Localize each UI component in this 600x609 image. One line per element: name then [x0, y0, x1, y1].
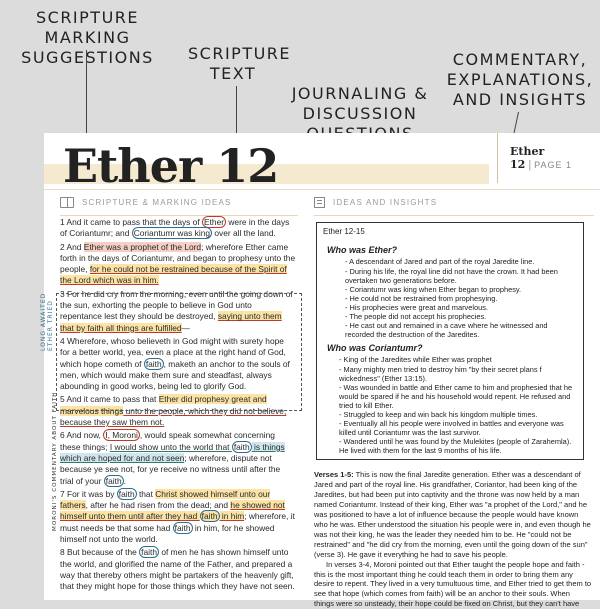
highlight: is things which are hoped for and not seen [60, 441, 285, 463]
study-page [40, 133, 600, 609]
list-item: - Many mighty men tried to destroy him "by their secret plans f wickedness" (Ether 13:15). [339, 364, 542, 383]
commentary-column [310, 217, 592, 609]
verse-6: 6 And now, I, Moroni , would speak somewhat concerning these things; I would show unto the world that faith is things which are hoped for and not seen; wherefore, dispute not because ye see not, for ye receive no witness until after the trial of your faith . [60, 430, 285, 486]
margin-note-ether [40, 291, 54, 351]
question-coriantumr: Who was Coriantumr? [327, 343, 423, 354]
list-item: - His prophecies were great and marvelous. [345, 302, 488, 312]
marked-word: faith [233, 441, 250, 452]
marked-word: Coriantumr was king [133, 228, 211, 239]
running-head [510, 145, 600, 171]
notes-icon [314, 197, 325, 208]
list-item: - Was wounded in battle and Ether came to him and prophesied that he would be spared if he and his household would repent. He refused and tried to kill Ether. [339, 382, 573, 410]
margin-note-moroni: MORONI'S COMMENTARY ABOUT FAITH [52, 391, 58, 531]
book-icon [60, 197, 74, 208]
verse-5: 5 And it came to pass that Ether did prophesy great and marvelous things unto the people, which they did not believe, because they saw them not. [60, 394, 287, 428]
callout-line: SCRIPTURE [188, 44, 292, 63]
verse-8: 8 But because of the faith of men he has shown himself unto the world, and glorified the name of the Father, and prepared a way that thereby others might be partakers of the heavenly gift, that they might hope for those things which they have not seen. [60, 547, 295, 592]
insight-box [316, 222, 584, 460]
callout-line: DISCUSSION [302, 104, 418, 123]
verse-3: 3 For he did cry from the morning, even until the going down of the sun, exhorting the people to believe in God unto repentance lest they should be destroyed, saying unto them that by faith all things are fulfilled— [60, 288, 293, 333]
list-item: - A descendant of Jared and part of the royal Jaredite line. [345, 257, 535, 267]
callout-line: JOURNALING & [291, 84, 429, 103]
scripture-section-header [60, 197, 232, 208]
list-item: - Struggled to keep and win back his kingdom multiple times. [339, 410, 538, 420]
margin-note-line: LONG AWAITED [40, 292, 47, 351]
highlight: he showed not himself unto them until after they had [60, 500, 285, 522]
callout-line: SUGGESTIONS [21, 48, 154, 67]
highlight: Ether did prophesy great and marvelous things [60, 394, 267, 416]
verse-2: 2 And Ether was a prophet of the Lord; wherefore Ether came forth in the days of Coriantumr, and began to prophesy unto the people, for he could not be restrained because of the Spirit of the Lord which was in him. [60, 241, 296, 286]
commentary-paragraph: In verses 3-4, Moroni pointed out that Ether taught the people hope and faith - this is the most important thing he could teach them in order to bring them any desire to repent. They lived in a very tumultuous time, and Ether tried to get them to see that hope (which comes from faith) will be an anchor to their souls. When things were so unsteady, their hope could be fixed on Christ, but they can't have [314, 559, 592, 609]
list-item: - He cast out and remained in a cave where he witnessed and recorded the destruction of the Jaredites. [345, 321, 548, 340]
header-divider [497, 133, 498, 183]
callout-scripture-text [188, 44, 292, 84]
callout-line: COMMENTARY, [452, 50, 588, 69]
highlight: saying unto them that by faith all things are fulfilled [60, 311, 282, 333]
journal-box [56, 293, 302, 411]
marked-word: faith [145, 358, 162, 369]
marked-word: faith [201, 511, 218, 522]
verse-1: 1 And it came to pass that the days of Ether were in the days of Coriantumr; and Coriantumr was king over all the land. [60, 217, 290, 239]
list-item: - The people did not accept his prophecies. [345, 311, 487, 321]
scripture-section-rule [60, 215, 298, 216]
insight-box-title: Ether 12-15 [323, 227, 365, 236]
marked-word: Ether [204, 217, 225, 227]
list-item: - During his life, the royal line did not have the crown. It had been overtaken two generations before. [345, 266, 558, 285]
highlight: Ether was a prophet of the Lord [83, 241, 202, 252]
commentary-paragraph: Verses 1-5: This is now the final Jaredite generation. Ether was a descendant of Jared and part of the royal line. His grandfather, Coriantor, had been king of the Jaredites, but had been put into captivity and the throne was now held by a man named Coriantumr. Instead of their king, Ether was "a prophet of the Lord," and he was positioned to have a lot of influence because the people would have known who he was. Ether understood the situation his people were in, and even though he was not their king, he was the leader they needed him to be. He "could not be restrained" and "he did cry from the morning, even until the going down of the sun" (verse 3). He gave it everything he had to save his people. [314, 470, 591, 559]
callout-line: AND INSIGHTS [452, 90, 588, 109]
marked-word: I, Moroni [105, 430, 138, 441]
callout-line: TEXT [209, 64, 257, 83]
callout-scripture-marking [0, 8, 175, 68]
question-ether: Who was Ether? [327, 245, 398, 256]
list-item: - He could not be restrained from prophesying. [345, 293, 498, 303]
running-head-separator: | [528, 159, 532, 171]
insights-section-label: IDEAS AND INSIGHTS [333, 198, 438, 207]
list-item: - Eventually all his people were involved in battles and everyone was killed until Coriantumr was the last survivor. [339, 419, 564, 438]
running-head-book: Ether 12 [510, 145, 545, 171]
verse-range-label: Verses 1-5: [314, 470, 354, 480]
marked-word: faith [141, 547, 157, 558]
marked-word: faith [174, 522, 191, 533]
page-title: Ether 12 [63, 139, 279, 193]
insights-section-header [314, 197, 437, 208]
list-item: - King of the Jaredites while Ether was prophet [339, 355, 492, 365]
verse-7: 7 For it was by faith that Christ showed himself unto our fathers, after he had risen from the dead; and he showed not himself unto them until after they had faith in him; wherefore, it must needs be that some had faith in him, for he showed himself not unto the world. [60, 488, 295, 545]
callout-line: SCRIPTURE MARKING [35, 8, 140, 47]
verse-4: 4 Wherefore, whoso believeth in God might with surety hope for a better world, yea, even a place at the right hand of God, which hope cometh of faith , maketh an anchor to the souls of men, which would make them sure and steadfast, always abounding in good works, being led to glorify God. [60, 335, 290, 392]
running-head-page: PAGE 1 [534, 160, 573, 170]
marked-word: faith [118, 488, 135, 499]
highlight: for he could not be restrained because of the Spirit of the Lord which was in him. [60, 264, 287, 286]
list-item: - Wandered until he was found by the Mulekites (people of Zarahemla). He lived with them for the last 9 months of his life. [339, 437, 572, 456]
scripture-section-label: SCRIPTURE & MARKING IDEAS [82, 198, 232, 207]
insights-section-rule [314, 215, 594, 216]
list-item: - Coriantumr was king when Ether began to prophesy. [345, 284, 522, 294]
margin-note-line: ETHER TRIED [47, 300, 54, 351]
callout-line: EXPLANATIONS, [446, 70, 594, 89]
marked-word: faith [105, 475, 122, 486]
highlight: Christ showed himself unto our fathers [60, 488, 271, 511]
callout-commentary [440, 50, 600, 110]
